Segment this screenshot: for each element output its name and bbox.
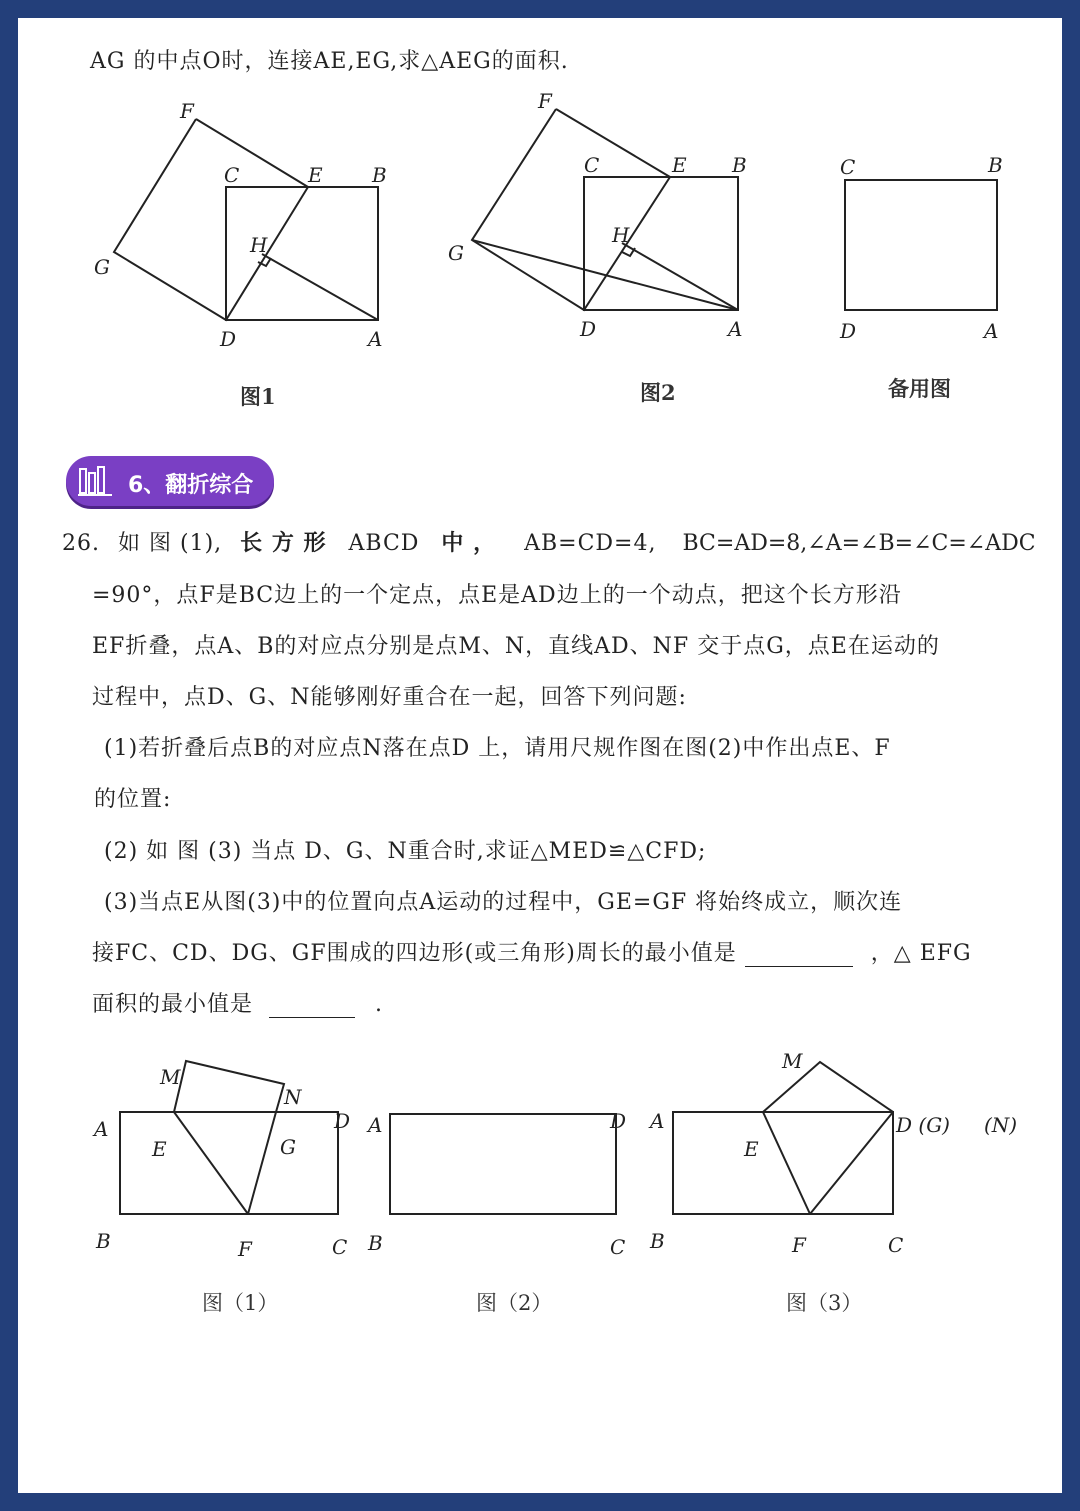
b1-label-M: M: [160, 1065, 181, 1089]
fig1-label-E: E: [308, 163, 323, 187]
b3-label-N: (N): [984, 1113, 1018, 1137]
fig1-label-B: B: [372, 163, 387, 187]
b3-label-A: A: [650, 1109, 665, 1133]
fig2-square: [472, 109, 738, 310]
problem-line1-a: 如 图 (1),: [118, 531, 223, 556]
problem-line-1: [62, 526, 1036, 557]
worksheet-page: [18, 18, 1062, 1493]
b3-label-M: M: [782, 1049, 803, 1073]
fig2-caption: 图2: [640, 380, 676, 405]
fig1-label-C: C: [224, 163, 240, 187]
answer-blank-area[interactable]: [269, 995, 355, 1018]
bottom-fig3: [673, 1062, 893, 1214]
fig2-label-C: C: [584, 153, 600, 177]
section-badge: [66, 456, 274, 506]
fig2-label-B: B: [732, 153, 747, 177]
question-3-text-2: ，△ EFG: [870, 941, 972, 966]
b2-label-B: B: [368, 1231, 383, 1255]
fig2-label-D: D: [580, 317, 597, 341]
problem-line1-d: 中 ，: [441, 530, 497, 556]
problem-line1-e: AB=CD=4,: [524, 531, 657, 556]
b1-label-A: A: [94, 1117, 109, 1141]
question-3-line-c: [92, 987, 383, 1018]
bottom-fig1-caption: 图（1）: [202, 1291, 279, 1315]
fig2-label-E: E: [672, 153, 687, 177]
question-1-line-b: 的位置:: [94, 787, 172, 812]
section-title: 6、翻折综合: [128, 473, 254, 498]
fig2-label-A: A: [728, 317, 743, 341]
fig1-label-F: F: [180, 99, 194, 123]
problem-line1-b: 长 方 形: [240, 530, 327, 556]
b3-label-F: F: [792, 1233, 806, 1257]
fig1-label-G: G: [94, 255, 110, 279]
fig2-label-G: G: [448, 241, 464, 265]
bottom-fig3-caption: 图（3）: [786, 1291, 863, 1315]
b3-label-B: B: [650, 1229, 665, 1253]
fig3-caption: 备用图: [888, 376, 951, 401]
question-3-line-b: [92, 936, 972, 967]
fig3-label-D: D: [840, 319, 857, 343]
b2-label-D: D: [610, 1109, 627, 1133]
problem-line1-f: BC=AD=8,∠A=∠B=∠C=∠ADC: [682, 531, 1036, 556]
fig2-label-F: F: [538, 89, 552, 113]
b3-label-C: C: [888, 1233, 904, 1257]
b1-label-N: N: [284, 1085, 302, 1109]
b3-label-E: E: [744, 1137, 759, 1161]
question-3-line-a: (3)当点E从图(3)中的位置向点A运动的过程中，GE=GF 将始终成立，顺次连: [104, 890, 903, 915]
books-icon: [78, 465, 112, 497]
b3-label-DG: D (G): [896, 1113, 950, 1137]
top-question-text: AG 的中点O时，连接AE,EG,求△AEG的面积.: [90, 49, 569, 74]
b1-label-F: F: [238, 1237, 252, 1261]
b1-label-G: G: [280, 1135, 296, 1159]
fig3-label-A: A: [984, 319, 999, 343]
problem-line-4: 过程中，点D、G、N能够刚好重合在一起，回答下列问题:: [92, 685, 687, 710]
question-1-line-a: (1)若折叠后点B的对应点N落在点D 上，请用尺规作图在图(2)中作出点E、F: [104, 736, 891, 761]
bottom-fig2-caption: 图（2）: [476, 1291, 553, 1315]
b1-label-D: D: [334, 1109, 351, 1133]
problem-line1-c: ABCD: [348, 531, 420, 556]
question-3-text-4: .: [375, 992, 384, 1017]
b1-label-B: B: [96, 1229, 111, 1253]
fig3-label-C: C: [840, 155, 856, 179]
fig1-label-D: D: [220, 327, 237, 351]
b2-label-A: A: [368, 1113, 383, 1137]
answer-blank-perimeter[interactable]: [745, 944, 853, 967]
fig1-label-A: A: [368, 327, 383, 351]
fig2-label-H: H: [612, 223, 630, 247]
top-figures: [18, 88, 1062, 448]
fig3-label-B: B: [988, 153, 1003, 177]
bottom-fig2-rect: [390, 1114, 616, 1214]
question-2: (2) 如 图 (3) 当点 D、G、N重合时,求证△MED≌△CFD;: [104, 839, 707, 864]
bottom-figures: [18, 1028, 1062, 1318]
fig1-caption: 图1: [240, 384, 276, 409]
problem-line-2: =90°，点F是BC边上的一个定点，点E是AD边上的一个动点，把这个长方形沿: [92, 583, 902, 608]
question-3-text-1: 接FC、CD、DG、GF围成的四边形(或三角形)周长的最小值是: [92, 941, 737, 966]
fig1-square: [114, 119, 378, 320]
b1-label-E: E: [152, 1137, 167, 1161]
problem-number: 26.: [62, 531, 100, 556]
b2-label-C: C: [610, 1235, 626, 1259]
b1-label-C: C: [332, 1235, 348, 1259]
backup-square: [845, 180, 997, 310]
question-3-text-3: 面积的最小值是: [92, 992, 254, 1017]
fig1-label-H: H: [250, 233, 268, 257]
problem-line-3: EF折叠，点A、B的对应点分别是点M、N，直线AD、NF 交于点G，点E在运动的: [92, 634, 940, 659]
